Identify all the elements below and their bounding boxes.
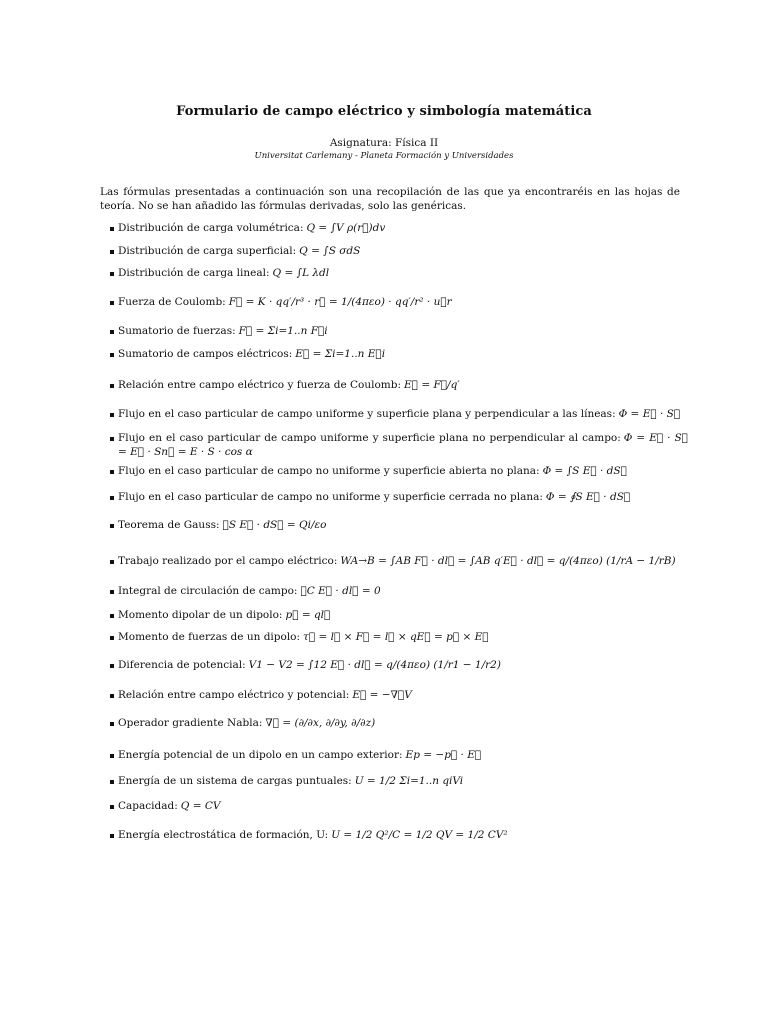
formula-item xyxy=(118,689,688,703)
formula-label: Operador gradiente Nabla: xyxy=(118,717,263,729)
formula-label: Flujo en el caso particular de campo no uniforme y superficie abierta no plana: xyxy=(118,465,540,477)
formula-item xyxy=(118,465,688,479)
bullet-icon xyxy=(110,754,114,758)
formula-expression: U = 1/2 Σi=1..n qiVi xyxy=(354,775,464,787)
formula-item xyxy=(118,325,688,339)
bullet-icon xyxy=(110,470,114,474)
bullet-icon xyxy=(110,250,114,254)
formula-item xyxy=(118,609,688,623)
bullet-icon xyxy=(110,780,114,784)
formula-expression: p⃗ = ql⃗ xyxy=(285,609,331,621)
bullet-icon xyxy=(110,330,114,334)
formula-item xyxy=(118,267,688,281)
bullet-icon xyxy=(110,272,114,276)
formula-expression: τ⃗ = l⃗ × F⃗ = l⃗ × qE⃗ = p⃗ × E⃗ xyxy=(303,631,489,643)
formula-item xyxy=(118,555,688,569)
subject-line: Asignatura: Física II xyxy=(329,137,439,149)
affiliation-line: Universitat Carlemany - Planeta Formación y Universidades xyxy=(254,151,514,161)
formula-label: Fuerza de Coulomb: xyxy=(118,296,226,308)
bullet-icon xyxy=(110,614,114,618)
formula-item xyxy=(118,519,688,533)
formula-item xyxy=(118,717,688,731)
formula-label: Momento dipolar de un dipolo: xyxy=(118,609,283,621)
bullet-icon xyxy=(110,353,114,357)
formula-label: Flujo en el caso particular de campo uniforme y superficie plana y perpendicular a las líneas: xyxy=(118,408,616,420)
formula-label: Relación entre campo eléctrico y potencial: xyxy=(118,689,350,701)
formula-item xyxy=(118,245,688,259)
bullet-icon xyxy=(110,384,114,388)
intro-paragraph: Las fórmulas presentadas a continuación son una recopilación de las que ya encontraréis en las hojas de teoría. No se han añadido las fórmulas derivadas, solo las genéricas. xyxy=(100,186,680,212)
formula-expression: ∇⃗ = (∂/∂x, ∂/∂y, ∂/∂z) xyxy=(265,717,376,729)
bullet-icon xyxy=(110,560,114,564)
bullet-icon xyxy=(110,636,114,640)
bullet-icon xyxy=(110,524,114,528)
formula-expression: E⃗ = −∇⃗V xyxy=(352,689,412,701)
formula-label: Integral de circulación de campo: xyxy=(118,585,298,597)
formula-label: Distribución de carga superficial: xyxy=(118,245,297,257)
bullet-icon xyxy=(110,413,114,417)
formula-item xyxy=(118,348,688,362)
formula-label: Capacidad: xyxy=(118,800,178,812)
formula-label: Sumatorio de fuerzas: xyxy=(118,325,236,337)
formula-expression: U = 1/2 Q²/C = 1/2 QV = 1/2 CV² xyxy=(331,829,508,841)
formula-item xyxy=(118,408,688,422)
formula-item xyxy=(118,379,688,393)
formula-item xyxy=(118,829,688,843)
formula-expression: F⃗ = K · qq′/r³ · r⃗ = 1/(4πεo) · qq′/r² · u⃗r xyxy=(228,296,452,308)
formula-label: Flujo en el caso particular de campo no uniforme y superficie cerrada no plana: xyxy=(118,491,543,503)
bullet-icon xyxy=(110,805,114,809)
formula-label: Diferencia de potencial: xyxy=(118,659,246,671)
formula-item xyxy=(118,222,688,236)
bullet-icon xyxy=(110,227,114,231)
formula-expression: Q = ∫S σdS xyxy=(299,245,361,257)
formula-item xyxy=(118,749,688,763)
formula-item xyxy=(118,491,688,505)
bullet-icon xyxy=(110,834,114,838)
formula-expression: E⃗ = F⃗/q′ xyxy=(404,379,460,391)
formula-label: Energía electrostática de formación, U: xyxy=(118,829,329,841)
formula-label: Flujo en el caso particular de campo uniforme y superficie plana no perpendicular al campo: xyxy=(118,432,621,444)
formula-expression: E⃗ = Σi=1..n E⃗i xyxy=(295,348,386,360)
formula-item xyxy=(118,585,688,599)
formula-label: Energía de un sistema de cargas puntuales: xyxy=(118,775,352,787)
bullet-icon xyxy=(110,722,114,726)
bullet-icon xyxy=(110,301,114,305)
document-title: Formulario de campo eléctrico y simbología matemática xyxy=(176,104,592,119)
formula-item xyxy=(118,800,688,814)
formula-expression: Ep = −p⃗ · E⃗ xyxy=(405,749,482,761)
formula-label: Energía potencial de un dipolo en un campo exterior: xyxy=(118,749,403,761)
formula-item xyxy=(118,432,688,459)
formula-item xyxy=(118,775,688,789)
bullet-icon xyxy=(110,590,114,594)
bullet-icon xyxy=(110,664,114,668)
formula-expression: Φ = ∮S E⃗ · dS⃗ xyxy=(545,491,631,503)
formula-label: Distribución de carga volumétrica: xyxy=(118,222,304,234)
formula-item xyxy=(118,631,688,645)
bullet-icon xyxy=(110,496,114,500)
formula-expression: Q = CV xyxy=(180,800,221,812)
formula-label: Teorema de Gauss: xyxy=(118,519,220,531)
formula-label: Relación entre campo eléctrico y fuerza de Coulomb: xyxy=(118,379,402,391)
formula-expression: F⃗ = Σi=1..n F⃗i xyxy=(238,325,328,337)
formula-label: Distribución de carga lineal: xyxy=(118,267,270,279)
formula-item xyxy=(118,659,688,673)
formula-expression: ∮S E⃗ · dS⃗ = Qi/εo xyxy=(222,519,327,531)
formula-expression: Q = ∫V ρ(r⃗)dv xyxy=(306,222,386,234)
formula-expression: WA→B = ∫AB F⃗ · dl⃗ = ∫AB q′E⃗ · dl⃗ = q/(4πεo) (1/rA − 1/rB) xyxy=(340,555,676,567)
formula-expression: Φ = ∫S E⃗ · dS⃗ xyxy=(542,465,627,477)
formula-label: Momento de fuerzas de un dipolo: xyxy=(118,631,301,643)
formula-expression: V1 − V2 = ∫12 E⃗ · dl⃗ = q/(4πεo) (1/r1 − 1/r2) xyxy=(248,659,501,671)
bullet-icon xyxy=(110,694,114,698)
formula-expression: Φ = E⃗ · S⃗ xyxy=(618,408,681,420)
formula-expression: Φ = E⃗ · S⃗ = E⃗ · Sn⃗ = E · S · cos α xyxy=(118,432,688,458)
formula-label: Sumatorio de campos eléctricos: xyxy=(118,348,293,360)
formula-expression: Q = ∫L λdl xyxy=(272,267,330,279)
formula-expression: ∮C E⃗ · dl⃗ = 0 xyxy=(300,585,381,597)
formula-item xyxy=(118,296,688,310)
formula-label: Trabajo realizado por el campo eléctrico: xyxy=(118,555,338,567)
bullet-icon xyxy=(110,437,114,441)
